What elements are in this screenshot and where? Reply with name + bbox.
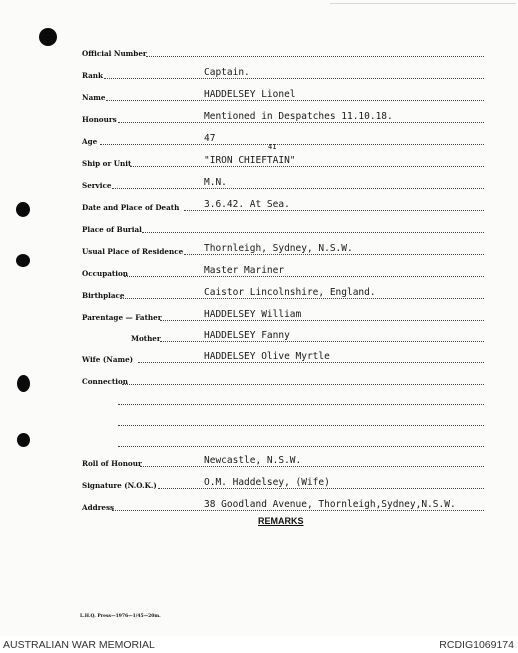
field-birthplace xyxy=(0,284,518,300)
field-rank xyxy=(0,64,518,80)
label-rank: Rank xyxy=(82,71,104,80)
value-residence: Thornleigh, Sydney, N.S.W. xyxy=(204,243,353,254)
footer-institution: AUSTRALIAN WAR MEMORIAL xyxy=(3,639,155,651)
field-burial xyxy=(0,218,518,234)
dotted-line xyxy=(118,122,484,123)
value-honours: Mentioned in Despatches 11.10.18. xyxy=(204,111,393,122)
dotted-line xyxy=(104,78,484,79)
label-address: Address xyxy=(82,503,115,512)
dotted-line xyxy=(106,100,484,101)
label-age: Age xyxy=(82,137,98,146)
field-occupation xyxy=(0,262,518,278)
field-ship xyxy=(0,143,518,168)
label-death: Date and Place of Death xyxy=(82,203,180,212)
value-ship-annotation: 41 xyxy=(268,143,277,151)
dotted-line xyxy=(146,56,484,57)
label-service: Service xyxy=(82,181,112,190)
dotted-line xyxy=(118,404,484,405)
value-father: HADDELSEY William xyxy=(204,309,302,320)
field-residence xyxy=(0,240,518,256)
value-occupation: Master Mariner xyxy=(204,265,285,276)
value-service: M.N. xyxy=(204,177,227,188)
field-roll-of-honour xyxy=(0,452,518,468)
connection-line-3 xyxy=(0,411,518,427)
label-mother: Mother xyxy=(131,334,161,343)
dotted-line xyxy=(122,384,484,385)
field-age xyxy=(0,130,518,146)
value-wife: HADDELSEY Olive Myrtle xyxy=(204,351,330,362)
label-burial: Place of Burial xyxy=(82,225,142,234)
value-roll-of-honour: Newcastle, N.S.W. xyxy=(204,455,302,466)
field-official-number xyxy=(0,42,518,58)
field-service xyxy=(0,174,518,190)
field-address xyxy=(0,496,518,512)
field-signature xyxy=(0,474,518,490)
dotted-line xyxy=(100,144,484,145)
value-rank: Captain. xyxy=(204,67,250,78)
field-death xyxy=(0,196,518,212)
field-wife xyxy=(0,348,518,364)
dotted-line xyxy=(112,510,484,511)
label-connection: Connection xyxy=(82,377,128,386)
value-ship: "IRON CHIEFTAIN" xyxy=(204,155,296,166)
value-birthplace: Caistor Lincolnshire, England. xyxy=(204,287,376,298)
dotted-line xyxy=(120,298,484,299)
connection-line-2 xyxy=(0,390,518,406)
label-honours: Honours xyxy=(82,115,117,124)
value-age: 47 xyxy=(204,133,216,144)
dotted-line xyxy=(118,425,484,426)
dotted-line xyxy=(112,188,484,189)
field-honours xyxy=(0,108,518,124)
value-death: 3.6.42. At Sea. xyxy=(204,199,290,210)
dotted-line xyxy=(184,210,484,211)
dotted-line xyxy=(118,446,484,447)
field-father xyxy=(0,306,518,322)
field-mother xyxy=(0,327,518,343)
label-official-number: Official Number xyxy=(82,49,147,58)
value-name: HADDELSEY Lionel xyxy=(204,89,296,100)
scan-edge-line xyxy=(330,3,516,4)
remarks-heading: REMARKS xyxy=(258,516,304,526)
label-occupation: Occupation xyxy=(82,269,128,278)
label-signature: Signature (N.O.K.) xyxy=(82,481,157,490)
value-mother: HADDELSEY Fanny xyxy=(204,330,290,341)
field-connection xyxy=(0,370,518,386)
dotted-line xyxy=(184,254,484,255)
dotted-line xyxy=(158,488,484,489)
value-signature: O.M. Haddelsey, (Wife) xyxy=(204,477,330,488)
label-ship: Ship or Unit xyxy=(82,159,132,168)
label-name: Name xyxy=(82,93,106,102)
dotted-line xyxy=(124,276,484,277)
printer-imprint: L.H.Q. Press—1976—1/45—20m. xyxy=(80,614,161,619)
dotted-line xyxy=(160,341,484,342)
dotted-line xyxy=(138,362,484,363)
dotted-line xyxy=(140,466,484,467)
label-wife: Wife (Name) xyxy=(82,355,134,364)
dotted-line xyxy=(142,232,484,233)
label-birthplace: Birthplace xyxy=(82,291,125,300)
label-father: Parentage — Father xyxy=(82,313,162,322)
footer-record-id: RCDIG1069174 xyxy=(439,639,514,651)
dotted-line xyxy=(160,320,484,321)
field-name xyxy=(0,86,518,102)
label-residence: Usual Place of Residence xyxy=(82,247,184,256)
label-roll-of-honour: Roll of Honour xyxy=(82,459,142,468)
dotted-line xyxy=(130,166,484,167)
archive-footer xyxy=(0,636,518,653)
connection-line-4 xyxy=(0,432,518,448)
value-address: 38 Goodland Avenue, Thornleigh,Sydney,N.S.W. xyxy=(204,499,456,510)
